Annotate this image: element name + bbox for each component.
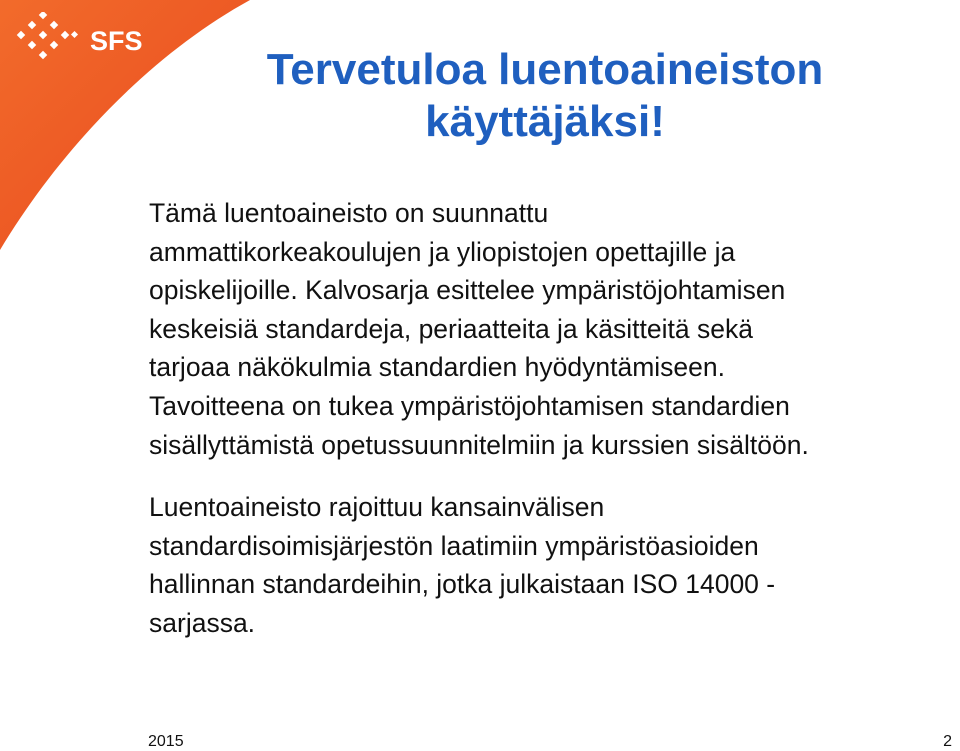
page-number: 2 xyxy=(943,733,952,750)
text-line: standardisoimisjärjestön laatimiin ympäristöasioiden xyxy=(149,530,759,561)
paragraph-scope xyxy=(149,488,954,642)
sfs-logo xyxy=(12,12,142,68)
logo-text: SFS xyxy=(90,26,143,56)
logo-dots-icon xyxy=(12,12,84,62)
text-line: sarjassa. xyxy=(149,607,256,638)
text-line: opiskelijoille. Kalvosarja esittelee ympäristöjohtamisen xyxy=(149,275,786,306)
footer-year: 2015 xyxy=(148,733,184,750)
title-line-2: käyttäjäksi! xyxy=(425,97,665,146)
text-line: Tavoitteena on tukea ympäristöjohtamisen standardien xyxy=(149,390,790,421)
text-line: Tämä luentoaineisto on suunnattu xyxy=(149,198,549,228)
text-line: keskeisiä standardeja, periaatteita ja käsitteitä sekä xyxy=(149,313,753,344)
text-line: hallinnan standardeihin, jotka julkaistaan ISO 14000 - xyxy=(149,569,776,600)
slide-title xyxy=(150,44,940,148)
text-line: sisällyttämistä opetussuunnitelmiin ja kurssien sisältöön. xyxy=(149,429,809,460)
text-line: Luentoaineisto rajoittuu kansainvälisen xyxy=(149,492,605,523)
title-line-1: Tervetuloa luentoaineiston xyxy=(266,45,824,94)
paragraph-intro xyxy=(149,194,954,464)
text-line: tarjoaa näkökulmia standardien hyödyntämiseen. xyxy=(149,352,725,383)
slide-body xyxy=(149,194,954,643)
text-line: ammattikorkeakoulujen ja yliopistojen opettajille ja xyxy=(149,236,736,267)
